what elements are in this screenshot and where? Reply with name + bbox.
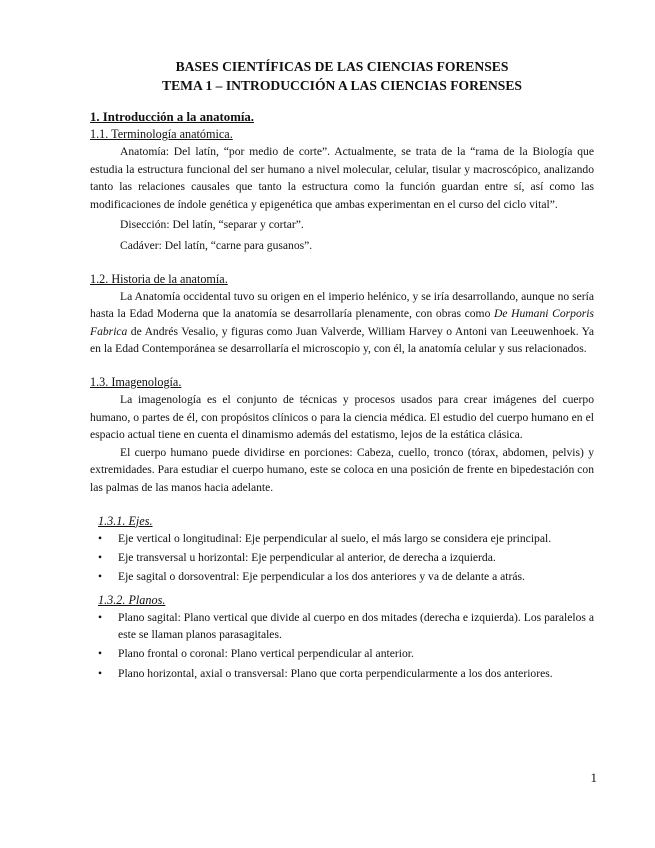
subsection-heading-historia: 1.2. Historia de la anatomía. — [90, 271, 228, 286]
document-page — [90, 57, 594, 684]
historia-text-b: de Andrés Vesalio, y figuras como Juan Valverde, William Harvey o Antoni van Leeuwenhoek. Ya en la Edad Contemporánea se desarrollaría el microscopio y, con él, la anatomía celular y sus relacionados. — [90, 324, 594, 356]
subsection-heading-imagenologia: 1.3. Imagenología. — [90, 374, 182, 389]
bullet-icon: • — [98, 666, 103, 680]
planos-list — [90, 609, 594, 682]
list-item: • Plano horizontal, axial o transversal: Plano que corta perpendicularmente a los dos anteriores. — [98, 665, 594, 683]
list-item: • Eje transversal u horizontal: Eje perpendicular al anterior, de derecha a izquierda. — [98, 549, 594, 567]
bullet-icon: • — [98, 531, 103, 545]
subsubsection-heading-ejes: 1.3.1. Ejes. — [98, 513, 153, 528]
list-item: • Plano sagital: Plano vertical que divide al cuerpo en dos mitades (derecha e izquierda). Los paralelos a este se llaman planos parasagitales. — [98, 610, 594, 642]
paragraph-cuerpo-humano: El cuerpo humano puede dividirse en porciones: Cabeza, cuello, tronco (tórax, abdomen, pelvis) y extremidades. Para estudiar el cuerpo humano, este se coloca en una posición de frente en bipedestación con las palmas de las manos hacia adelante. — [90, 445, 594, 494]
paragraph-anatomia: Anatomía: Del latín, “por medio de corte”. Actualmente, se trata de la “rama de la Biología que estudia la estructura funcional del ser humano a nivel molecular, celular, tisular y macroscópico, analizando tanto las relaciones causales que tanto la estructura como la función guardan entre sí, así como las modificaciones de índole genética y epigenética que ambas experimentan en el curso del ciclo vital”. — [90, 145, 594, 211]
bullet-icon: • — [98, 550, 103, 564]
subsubsection-heading-planos: 1.3.2. Planos. — [98, 592, 166, 607]
ejes-list — [90, 530, 594, 586]
document-title-line1: BASES CIENTÍFICAS DE LAS CIENCIAS FORENSES — [175, 59, 509, 74]
bullet-icon: • — [98, 569, 103, 583]
paragraph-cadaver: Cadáver: Del latín, “carne para gusanos”. — [120, 238, 313, 252]
list-item: • Eje sagital o dorsoventral: Eje perpendicular a los dos anteriores y va de delante a atrás. — [98, 568, 594, 586]
paragraph-diseccion: Disección: Del latín, “separar y cortar”. — [120, 218, 304, 232]
book-title-de-humani: De Humani Corporis Fabrica — [90, 307, 594, 338]
page-number: 1 — [590, 770, 597, 785]
subsection-heading-terminologia: 1.1. Terminología anatómica. — [90, 127, 233, 141]
bullet-icon: • — [98, 610, 103, 624]
paragraph-historia — [90, 288, 594, 358]
section-heading-introduccion: 1. Introducción a la anatomía. — [90, 110, 255, 124]
list-item: • Plano frontal o coronal: Plano vertical perpendicular al anterior. — [98, 645, 594, 663]
historia-text-a: La Anatomía occidental tuvo su origen en el imperio helénico, y se iría desarrollando, aunque no sería hasta la Edad Moderna que la anatomía se desarrollaría plenamente, con obras como — [90, 289, 594, 321]
list-item: • Eje vertical o longitudinal: Eje perpendicular al suelo, el más largo se considera eje principal. — [98, 530, 594, 548]
paragraph-imagenologia: La imagenología es el conjunto de técnicas y procesos usados para crear imágenes del cuerpo humano, o partes de él, con propósitos clínicos o para la ciencia médica. El estudio del cuerpo humano en el espacio actual tiene en cuenta el dinamismo además del estatismo, lejos de la estática clásica. — [90, 392, 594, 442]
bullet-icon: • — [98, 647, 103, 661]
document-title-line2: TEMA 1 – INTRODUCCIÓN A LAS CIENCIAS FORENSES — [162, 78, 522, 93]
